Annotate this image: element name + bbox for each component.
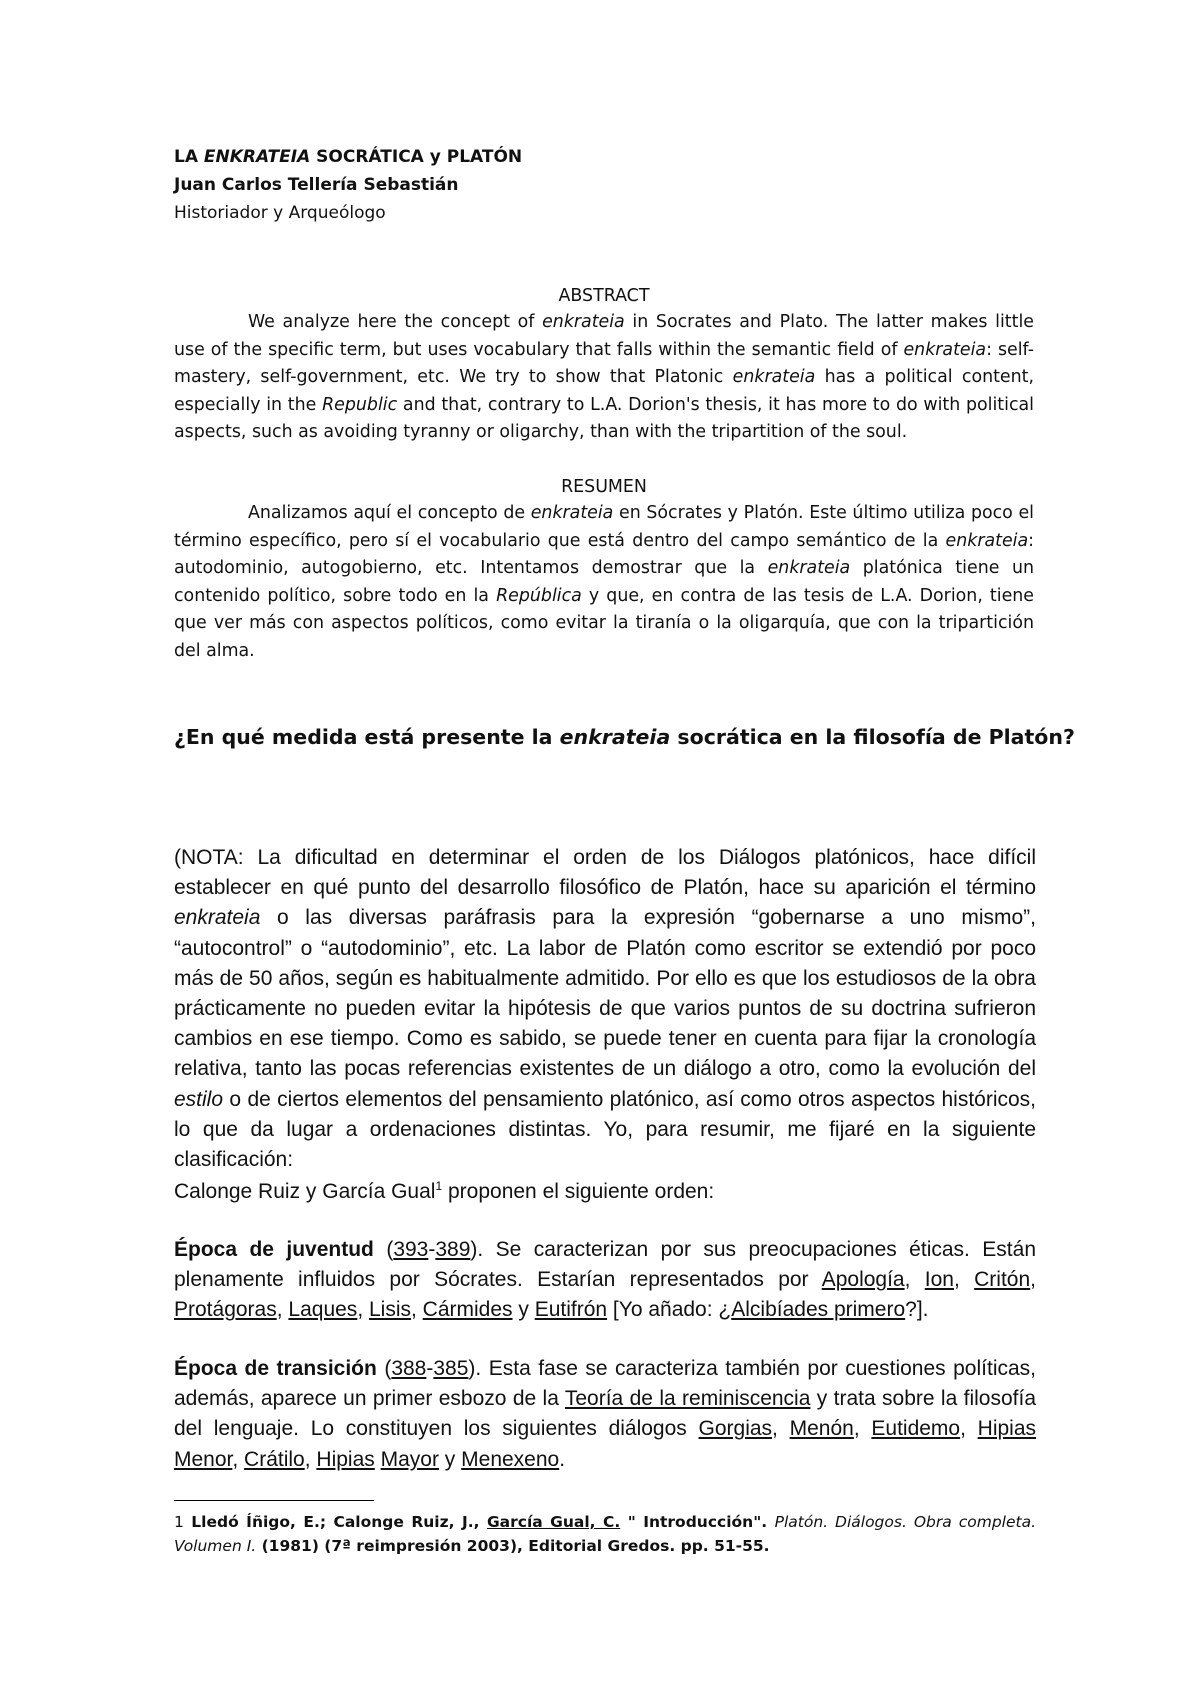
nota-italic: enkrateia	[174, 906, 261, 930]
question-text: socrática en la filosofía de Platón?	[670, 725, 1075, 749]
abstract-italic: enkrateia	[732, 367, 816, 388]
abstract-text: has a political content, especially in the	[174, 367, 1034, 415]
abstract-italic: enkrateia	[542, 312, 625, 332]
dialogue-link[interactable]: Crátilo	[244, 1447, 305, 1471]
punct: ,	[232, 1447, 245, 1471]
footnote-work-title: Platón. Diálogos. Obra completa. Volumen I.	[174, 1513, 1037, 1555]
abstract-italic: enkrateia	[903, 339, 987, 360]
question-italic: enkrateia	[559, 725, 671, 749]
abstract-text: : self-mastery, self-government, etc. We try to show that Platonic	[174, 339, 1034, 388]
punct: ,	[411, 1298, 423, 1322]
punct: ,	[772, 1417, 790, 1441]
year-link[interactable]: 393	[393, 1238, 429, 1261]
abstract-text: and that, contrary to L.A. Dorion's thesis, it has more to do with political aspects, such as avoiding tyranny or oligarchy, than with the tripartition of the soul.	[174, 394, 1035, 443]
footnote	[174, 1510, 1036, 1558]
punct: -	[428, 1238, 436, 1261]
dialogue-link[interactable]: Hipias	[977, 1417, 1037, 1441]
resumen-italic: República	[496, 585, 582, 606]
dialogue-link[interactable]: Menexeno	[461, 1447, 560, 1471]
resumen-text: : autodominio, autogobierno, etc. Intentamos demostrar que la	[174, 530, 1034, 579]
punct: ,	[960, 1417, 978, 1441]
author-affiliation: Historiador y Arqueólogo	[174, 203, 386, 223]
abstract-text: We analyze here the concept of	[248, 312, 543, 332]
resumen-paragraph	[174, 500, 1034, 666]
epoca-text: [Yo añado: ¿	[607, 1298, 732, 1322]
question-text: ¿En qué medida está presente la	[174, 725, 560, 749]
dialogue-link[interactable]: Mayor	[380, 1447, 439, 1471]
punct: ,	[953, 1268, 975, 1292]
dialogue-link[interactable]: Critón	[974, 1268, 1031, 1292]
abstract-text: in Socrates and Plato. The latter makes little use of the specific term, but uses vocabulary that falls within the semantic field of	[174, 312, 1034, 360]
resumen-text: platónica tiene un contenido político, sobre todo en la	[174, 558, 1034, 606]
nota-text: o las diversas paráfrasis para la expresión “gobernarse a uno mismo”, “autocontrol” o “autodominio”, etc. La labor de Platón como escritor se extendió por poco más de 50 años, según es habitualmente admitido. Por ello es que los estudiosos de la obra prácticamente no pueden evitar la hipótesis de que varios puntos de su doctrina sufrieron cambios en ese tiempo. Como es sabido, se puede tener en cuenta para fijar la cronología relativa, tanto las pocas referencias existentes de un diálogo a otro, como la evolución del	[174, 906, 1036, 1081]
punct: y	[512, 1298, 535, 1322]
nota-text: (NOTA: La dificultad en determinar el orden de los Diálogos platónicos, hace difícil establecer en qué punto del desarrollo filosófico de Platón, hace su aparición el término	[174, 846, 1036, 900]
resumen-italic: enkrateia	[945, 530, 1029, 551]
punct: -	[426, 1357, 434, 1380]
punct: (	[376, 1357, 392, 1380]
calonge-paragraph	[174, 1177, 1036, 1207]
title-italic: ENKRATEIA	[203, 147, 311, 167]
epoca-text: Esta fase se caracteriza también por cuestiones políticas, además, aparece un primer esbozo de la	[174, 1357, 1036, 1411]
resumen-text: Analizamos aquí el concepto de	[248, 503, 531, 523]
punct: y	[438, 1447, 462, 1471]
punct: ).	[468, 1357, 482, 1380]
footnote-separator	[174, 1500, 374, 1501]
footnote-publication: (1981) (7ª reimpresión 2003), Editorial Gredos. pp. 51-55.	[256, 1537, 770, 1555]
dialogue-link[interactable]: Cármides	[422, 1298, 513, 1322]
author-name: Juan Carlos Tellería Sebastián	[174, 175, 459, 195]
abstract-heading: ABSTRACT	[558, 286, 650, 306]
punct: ).	[470, 1238, 484, 1261]
nota-italic: estilo	[174, 1087, 224, 1111]
dialogue-link[interactable]: Laques	[288, 1298, 358, 1322]
epoca-label: Época de transición	[174, 1357, 377, 1380]
punct: ,	[276, 1298, 289, 1322]
epoca-text: Se caracterizan por sus preocupaciones éticas. Están plenamente influidos por Sócrates. Estarían representados por	[174, 1238, 1036, 1292]
dialogue-link[interactable]: Protágoras	[174, 1298, 277, 1322]
year-link[interactable]: 388	[391, 1357, 427, 1380]
document-title	[174, 147, 522, 167]
abstract-italic: Republic	[322, 394, 398, 415]
calonge-text: proponen el siguiente orden:	[442, 1180, 715, 1203]
resumen-italic: enkrateia	[767, 558, 851, 579]
year-link[interactable]: 385	[433, 1357, 469, 1380]
footnote-number: 1	[174, 1513, 184, 1531]
resumen-text: en Sócrates y Platón. Este último utiliza poco el término específico, pero sí el vocabulario que está dentro del campo semántico de la	[174, 503, 1035, 551]
nota-text: o de ciertos elementos del pensamiento platónico, así como otros aspectos históricos, lo que da lugar a ordenaciones distintas. Yo, para resumir, me fijaré en la siguiente clasificación:	[174, 1087, 1036, 1172]
epoca-transicion-paragraph	[174, 1354, 1036, 1475]
dialogue-link[interactable]: Alcibíades primero	[731, 1298, 906, 1322]
punct: .	[559, 1447, 566, 1471]
theory-link[interactable]: Teoría de la reminiscencia	[564, 1387, 811, 1411]
dialogue-link[interactable]: Ion	[924, 1268, 954, 1292]
dialogue-link[interactable]: Eutifrón	[534, 1298, 608, 1322]
dialogue-link[interactable]: Eutidemo	[871, 1417, 961, 1441]
epoca-text: y trata sobre la filosofía del lenguaje. Lo constituyen los siguientes diálogos	[174, 1387, 1036, 1441]
title-prefix: LA	[174, 147, 204, 167]
resumen-italic: enkrateia	[530, 503, 614, 523]
punct: ,	[904, 1268, 925, 1292]
punct: (	[373, 1238, 394, 1261]
footnote-author-link[interactable]: García Gual, C.	[486, 1513, 621, 1531]
epoca-label: Época de juventud	[174, 1238, 374, 1261]
footnote-reference[interactable]: 1	[435, 1179, 443, 1193]
dialogue-link[interactable]: Gorgias	[698, 1417, 773, 1441]
title-suffix: SOCRÁTICA y PLATÓN	[310, 147, 523, 167]
resumen-text: y que, en contra de las tesis de L.A. Dorion, tiene que ver más con aspectos políticos, como evitar la tiranía o la oligarquía, que con la tripartición del alma.	[174, 585, 1034, 661]
section-question-heading	[174, 725, 1075, 749]
footnote-authors: Lledó Íñigo, E.; Calonge Ruiz, J.,	[183, 1513, 487, 1531]
punct: ,	[1030, 1268, 1036, 1292]
punct: ,	[357, 1298, 369, 1322]
punct: ,	[304, 1447, 317, 1471]
resumen-heading: RESUMEN	[561, 477, 647, 497]
dialogue-link[interactable]: Menón	[789, 1417, 854, 1441]
calonge-text: Calonge Ruiz y García Gual	[174, 1180, 436, 1203]
dialogue-link[interactable]: Apología	[821, 1268, 905, 1292]
abstract-paragraph	[174, 309, 1034, 447]
dialogue-link[interactable]: Hipias	[316, 1447, 375, 1471]
dialogue-link[interactable]: Menor	[174, 1447, 233, 1471]
epoca-text: ?].	[905, 1298, 929, 1322]
epoca-juventud-paragraph	[174, 1235, 1036, 1326]
nota-paragraph	[174, 843, 1036, 1175]
year-link[interactable]: 389	[435, 1238, 471, 1261]
footnote-authors: " Introducción".	[620, 1513, 775, 1531]
punct: ,	[853, 1417, 872, 1441]
dialogue-link[interactable]: Lisis	[368, 1298, 411, 1322]
